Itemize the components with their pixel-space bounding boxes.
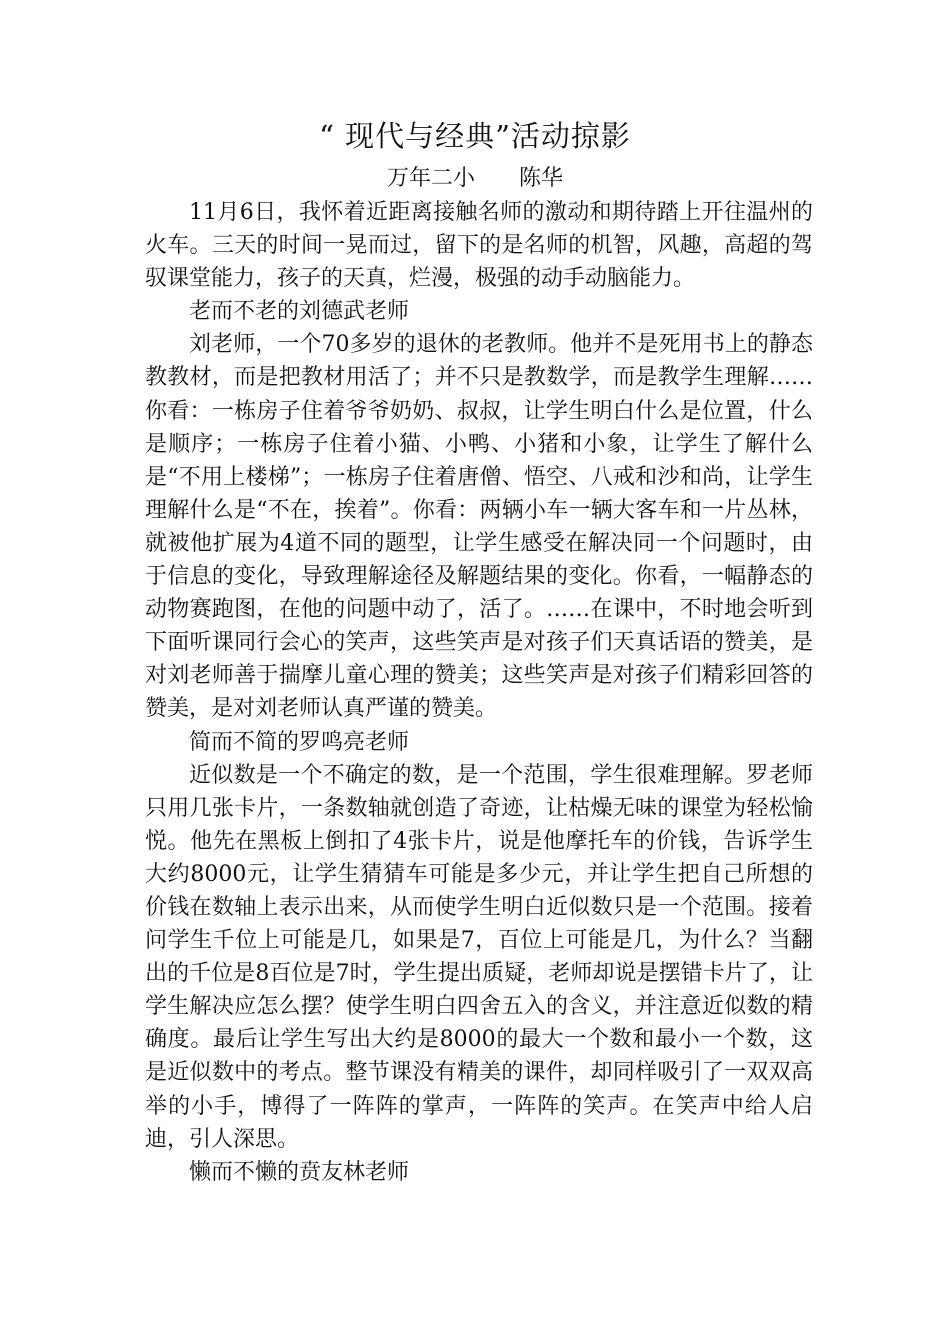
document-byline: 万年二小 陈华: [386, 166, 563, 191]
paragraph-luo: 近似数是一个不确定的数，是一个范围，学生很难理解。罗老师只用几张卡片，一条数轴就创造了奇迹，让枯燥无味的课堂为轻松愉悦。他先在黑板上倒扣了4张卡片，说是他摩托车的价钱，告诉学生大约8000元，让学生猜猜车可能是多少元，并让学生把自己所想的价钱在数轴上表示出来，从而使学生明白近似数只是一个范围。接着问学生千位上可能是几，如果是7，百位上可能是几，为什么？当翻出的千位是8百位是7时，学生提出质疑，老师却说是摆错卡片了，让学生解决应怎么摆？使学生明白四舍五入的含义，并注意近似数的精确度。最后让学生写出大约是8000的最大一个数和最小一个数，这是近似数中的考点。整节课没有精美的课件，却同样吸引了一双双高举的小手，博得了一阵阵的掌声，一阵阵的笑声。在笑声中给人启迪，引人深思。: [145, 762, 813, 1152]
section-heading-ben: 懒而不懒的贲友林老师: [189, 1159, 410, 1185]
document-title: “ 现代与经典”活动掠影: [319, 119, 631, 153]
section-heading-liu: 老而不老的刘德武老师: [189, 299, 410, 325]
paragraph-liu: 刘老师，一个70多岁的退休的老教师。他并不是死用书上的静态教教材，而是把教材用活了；并不只是教数学，而是教学生理解……你看：一栋房子住着爷爷奶奶、叔叔，让学生明白什么是位置，什么是顺序；一栋房子住着小猫、小鸭、小猪和小象，让学生了解什么是“不用上楼梯”；一栋房子住着唐僧、悟空、八戒和沙和尚，让学生理解什么是“不在，挨着”。你看：两辆小车一辆大客车和一片丛林，就被他扩展为4道不同的题型，让学生感受在解决同一个问题时，由于信息的变化，导致理解途径及解题结果的变化。你看，一幅静态的动物赛跑图，在他的问题中动了，活了。……在课中，不时地会听到下面听课同行会心的笑声，这些笑声是对孩子们天真话语的赞美，是对刘老师善于揣摩儿童心理的赞美；这些笑声是对孩子们精彩回答的赞美，是对刘老师认真严谨的赞美。: [145, 332, 813, 722]
paragraph-intro: 11月6日，我怀着近距离接触名师的激动和期待踏上开往温州的火车。三天的时间一晃而过，留下的是名师的机智，风趣，高超的驾驭课堂能力，孩子的天真，烂漫，极强的动手动脑能力。: [145, 200, 813, 292]
document-body: [145, 196, 813, 1189]
section-heading-luo: 简而不简的罗鸣亮老师: [189, 729, 410, 755]
